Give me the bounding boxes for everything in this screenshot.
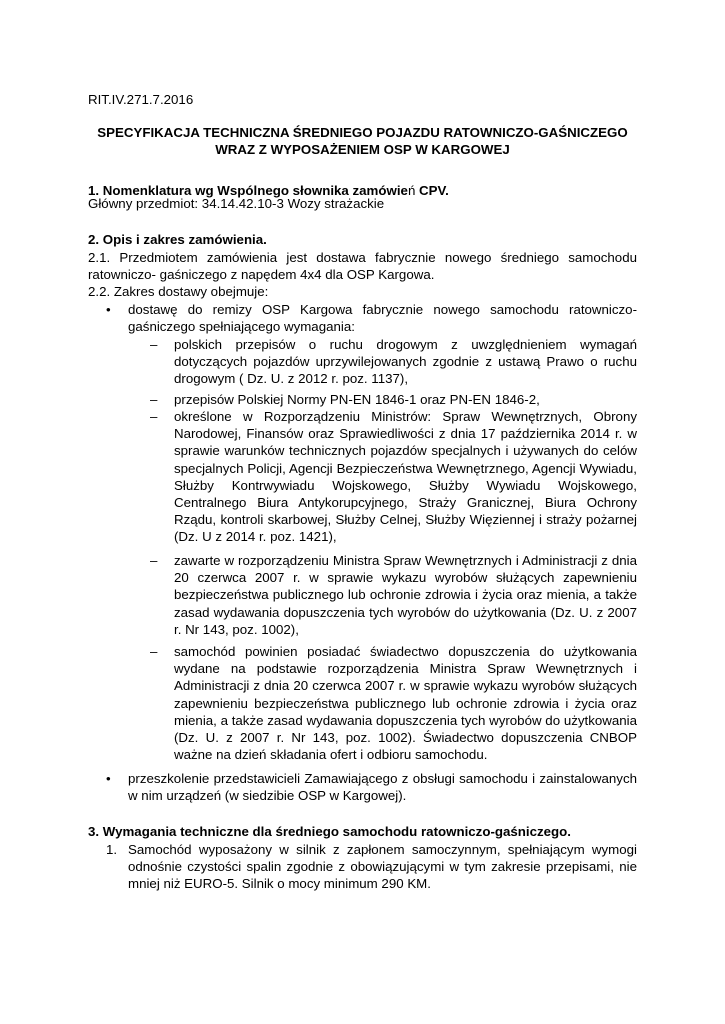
document-title xyxy=(88,124,637,158)
dash-item-1-text: polskich przepisów o ruchu drogowym z uwzględnieniem wymagań dotyczących pojazdów uprzywilejowanych zgodnie z ustawą Prawo o ruchu drogowym ( Dz. U. z 2012 r. poz. 1137), xyxy=(174,337,637,387)
dash-item-5 xyxy=(150,643,637,763)
dash-item-3 xyxy=(150,408,637,546)
bullet-item-2-text: przeszkolenie przedstawicieli Zamawiającego z obsługi samochodu i zainstalowanych w nim urządzeń (w siedzibie OSP w Kargowej). xyxy=(128,771,637,804)
dash-item-4-text: zawarte w rozporządzeniu Ministra Spraw Wewnętrznych i Administracji z dnia 20 czerwca 2007 r. w sprawie wykazu wyrobów służących zapewnieniu bezpieczeństwa publicznego lub ochronie zdrowia i życia oraz mienia, a także zasad wydawania dopuszczenia tych wyrobów do użytkowania (Dz. U. z 2007 r. Nr 143, poz. 1002), xyxy=(174,553,637,637)
section-3-heading: 3. Wymagania techniczne dla średniego samochodu ratowniczo-gaśniczego. xyxy=(88,824,571,839)
paragraph-2-2: 2.2. Zakres dostawy obejmuje: xyxy=(88,284,269,299)
reference-number: RIT.IV.271.7.2016 xyxy=(88,92,194,107)
bullet-item-2 xyxy=(106,770,637,804)
dash-glyph: – xyxy=(150,392,158,407)
dash-item-2 xyxy=(150,391,637,408)
section-2-heading: 2. Opis i zakres zamówienia. xyxy=(88,232,267,247)
bullet-item-1-text: dostawę do remizy OSP Kargowa fabrycznie nowego samochodu ratowniczo-gaśniczego spełniającego wymagania: xyxy=(128,302,637,335)
dash-glyph: – xyxy=(150,409,158,424)
title-line-1: SPECYFIKACJA TECHNICZNA ŚREDNIEGO POJAZDU RATOWNICZO-GAŚNICZEGO xyxy=(97,125,628,140)
dash-item-4 xyxy=(150,552,637,638)
dash-item-3-text: określone w Rozporządzeniu Ministrów: Spraw Wewnętrznych, Obrony Narodowej, Finansów oraz Sprawiedliwości z dnia 17 października 2014 r. w sprawie warunków technicznych pojazdów specjalnych i używanych do celów specjalnych Policji, Agencji Bezpieczeństwa Wewnętrznego, Agencji Wywiadu, Służby Kontrwywiadu Wojskowego, Służby Wywiadu Wojskowego, Centralnego Biura Antykorupcyjnego, Straży Granicznej, Biura Ochrony Rządu, kontroli skarbowej, Służby Celnej, Służby Więziennej i straży pożarnej (Dz. U z 2014 r. poz. 1421), xyxy=(174,409,637,545)
dash-glyph: – xyxy=(150,337,158,352)
dash-item-1 xyxy=(150,336,637,388)
bullet-item-1 xyxy=(106,301,637,335)
numbered-item-1-number: 1. xyxy=(106,842,118,857)
section-1-heading-part-b: ń xyxy=(407,183,416,198)
section-1-heading-part-a: 1. Nomenklatura wg Wspólnego słownika zamówie xyxy=(88,183,408,198)
dash-glyph: – xyxy=(150,644,158,659)
bullet-glyph: • xyxy=(106,302,111,317)
bullet-glyph: • xyxy=(106,771,111,786)
dash-glyph: – xyxy=(150,553,158,568)
main-subject: Główny przedmiot: 34.14.42.10-3 Wozy strażackie xyxy=(88,196,385,211)
numbered-item-1-text: Samochód wyposażony w silnik z zapłonem samoczynnym, spełniającym wymogi odnośnie czystości spalin zgodnie z obowiązującymi w tym zakresie przepisami, nie mniej niż EURO-5. Silnik o mocy minimum 290 KM. xyxy=(128,842,637,892)
dash-item-2-text: przepisów Polskiej Normy PN-EN 1846-1 oraz PN-EN 1846-2, xyxy=(174,392,540,407)
title-line-2: WRAZ Z WYPOSAŻENIEM OSP W KARGOWEJ xyxy=(215,142,510,158)
numbered-item-1 xyxy=(106,841,637,893)
section-1-heading-part-c: CPV. xyxy=(415,183,449,198)
paragraph-2-1: 2.1. Przedmiotem zamówienia jest dostawa fabrycznie nowego średniego samochodu ratowniczo- gaśniczego z napędem 4x4 dla OSP Kargowa. xyxy=(88,250,637,283)
dash-item-5-text: samochód powinien posiadać świadectwo dopuszczenia do użytkowania wydane na podstawie rozporządzenia Ministra Spraw Wewnętrznych i Administracji z dnia 20 czerwca 2007 r. w sprawie wykazu wyrobów służących zapewnieniu bezpieczeństwa publicznego lub ochronie zdrowia i życia oraz mienia, a także zasad wydawania dopuszczenia tych wyrobów do użytkowania (Dz. U. z 2007 r. Nr 143, poz. 1002). Świadectwo dopuszczenia CNBOP ważne na dzień składania ofert i odbioru samochodu. xyxy=(174,644,637,763)
